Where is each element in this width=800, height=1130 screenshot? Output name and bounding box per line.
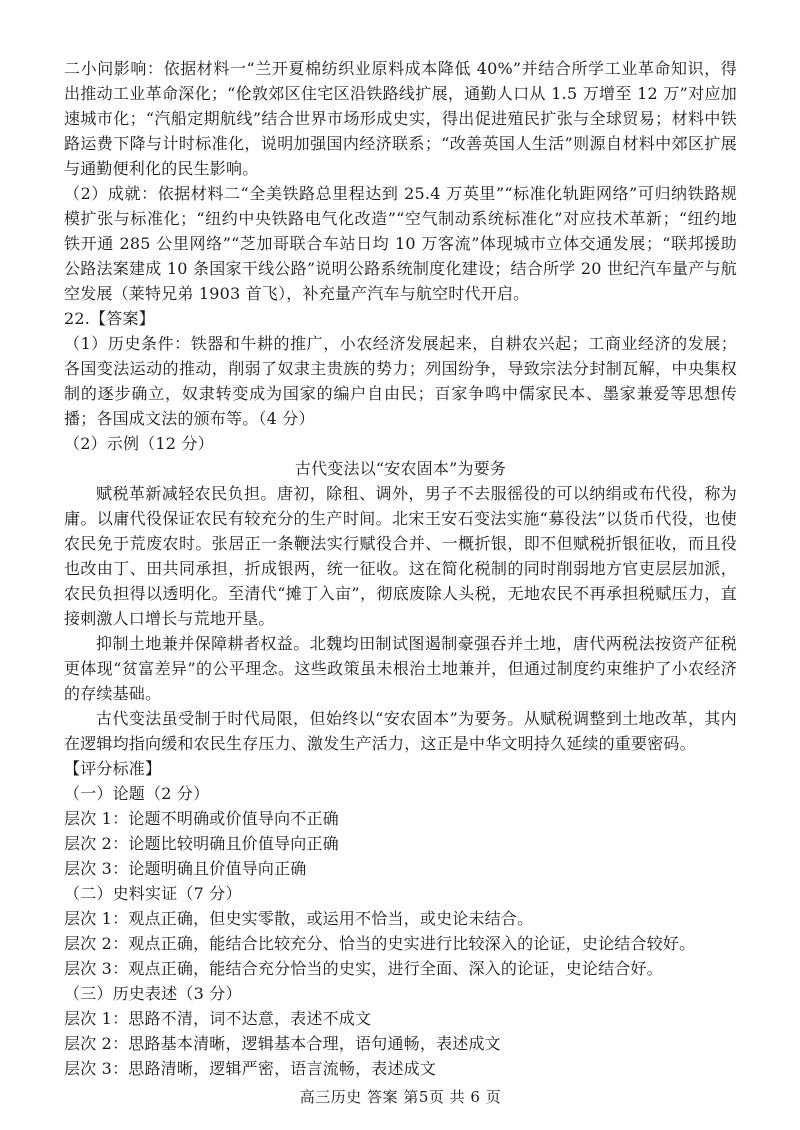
criterion-expression-level-3: 层次 3：思路清晰，逻辑严密，语言流畅，表述成文	[64, 1059, 437, 1078]
criterion-expression-level-2: 层次 2：思路基本清晰，逻辑基本合理，语句通畅，表述成文	[64, 1034, 501, 1053]
criterion-expression-label: （三）历史表述（3 分）	[64, 984, 242, 1003]
essay-paragraph-land-annexation: 抑制土地兼并保障耕者权益。北魏均田制试图遏制豪强吞并土地，唐代两税法按资产征税更体现“贫富差异”的公平理念。这些政策虽未根治土地兼并，但通过制度约束维护了小农经济的存续基础。	[64, 634, 737, 703]
q22-part2-example-label: （2）示例（12 分）	[64, 434, 214, 453]
essay-paragraph-tax-reform: 赋税革新减轻农民负担。唐初，除租、调外，男子不去服徭役的可以纳绢或布代役，称为庸。以庸代役保证农民有较充分的生产时间。北宋王安石变法实施“募役法”以货币代役，也使农民免于荒废农时。张居正一条鞭法实行赋役合并、一概折银，即不但赋税折银征收，而且役也改由丁、田共同承担，折成银两，统一征收。这在简化税制的同时削弱地方官吏层层加派，农民负担得以透明化。至清代“摊丁入亩”，彻底废除人头税，无地农民不再承担税赋压力，直接刺激人口增长与荒地开垦。	[64, 484, 737, 628]
criterion-expression-level-1: 层次 1：思路不清，词不达意，表述不成文	[64, 1009, 372, 1028]
q21-impact-analysis: 二小问影响：依据材料一“兰开夏棉纺织业原料成本降低 40%”并结合所学工业革命知识，得出推动工业革命深化；“伦敦郊区住宅区沿铁路线扩展，通勤人口从 1.5 万增至 12 万”对应加速城市化；“汽船定期航线”结合世界市场形成史实，得出促进殖民扩张与全球贸易；材料中铁路运费下降与计时标准化，说明加强国内经济联系；“改善英国人生活”则源自材料中郊区扩展与通勤便利化的民生影响。	[64, 59, 737, 178]
page-footer: 高三历史 答案 第5页 共 6 页	[299, 1088, 502, 1106]
q21-achievements-analysis: （2）成就：依据材料二“全美铁路总里程达到 25.4 万英里”“标准化轨距网络”可归纳铁路规模扩张与标准化；“纽约中央铁路电气化改造”“空气制动系统标准化”对应技术革新；“纽约地铁开通 285 公里网络”“芝加哥联合车站日均 10 万客流”体现城市立体交通发展；“联邦援助公路法案建成 10 条国家干线公路”说明公路系统制度化建设；结合所学 20 世纪汽车量产与航空发展（莱特兄弟 1903 首飞），补充量产汽车与航空时代开启。	[64, 184, 737, 303]
criterion-evidence-level-1: 层次 1：观点正确，但史实零散，或运用不恰当，或史论未结合。	[64, 909, 534, 928]
criterion-evidence-level-2: 层次 2：观点正确，能结合比较充分、恰当的史实进行比较深入的论证，史论结合较好。	[64, 934, 696, 953]
criterion-topic-label: （一）论题（2 分）	[64, 784, 210, 803]
criterion-evidence-level-3: 层次 3：观点正确，能结合充分恰当的史实，进行全面、深入的论证，史论结合好。	[64, 959, 663, 978]
criterion-topic-level-1: 层次 1：论题不明确或价值导向不正确	[64, 809, 339, 828]
scoring-standard-heading: 【评分标准】	[64, 759, 162, 778]
criterion-topic-level-3: 层次 3：论题明确且价值导向正确	[64, 859, 307, 878]
essay-title: 古代变法以“安农固本”为要务	[294, 459, 507, 478]
criterion-topic-level-2: 层次 2：论题比较明确且价值导向正确	[64, 834, 339, 853]
q22-answer-heading: 22.【答案】	[64, 309, 155, 328]
essay-paragraph-conclusion: 古代变法虽受制于时代局限，但始终以“安农固本”为要务。从赋税调整到土地改革，其内在逻辑均指向缓和农民生存压力、激发生产活力，这正是中华文明持久延续的重要密码。	[64, 709, 737, 753]
q22-part1-historical-conditions: （1）历史条件：铁器和牛耕的推广，小农经济发展起来，自耕农兴起；工商业经济的发展；各国变法运动的推动，削弱了奴隶主贵族的势力；列国纷争，导致宗法分封制瓦解，中央集权制的逐步确立，奴隶转变成为国家的编户自由民；百家争鸣中儒家民本、墨家兼爱等思想传播；各国成文法的颁布等。（4 分）	[64, 334, 737, 428]
criterion-evidence-label: （二）史料实证（7 分）	[64, 884, 242, 903]
